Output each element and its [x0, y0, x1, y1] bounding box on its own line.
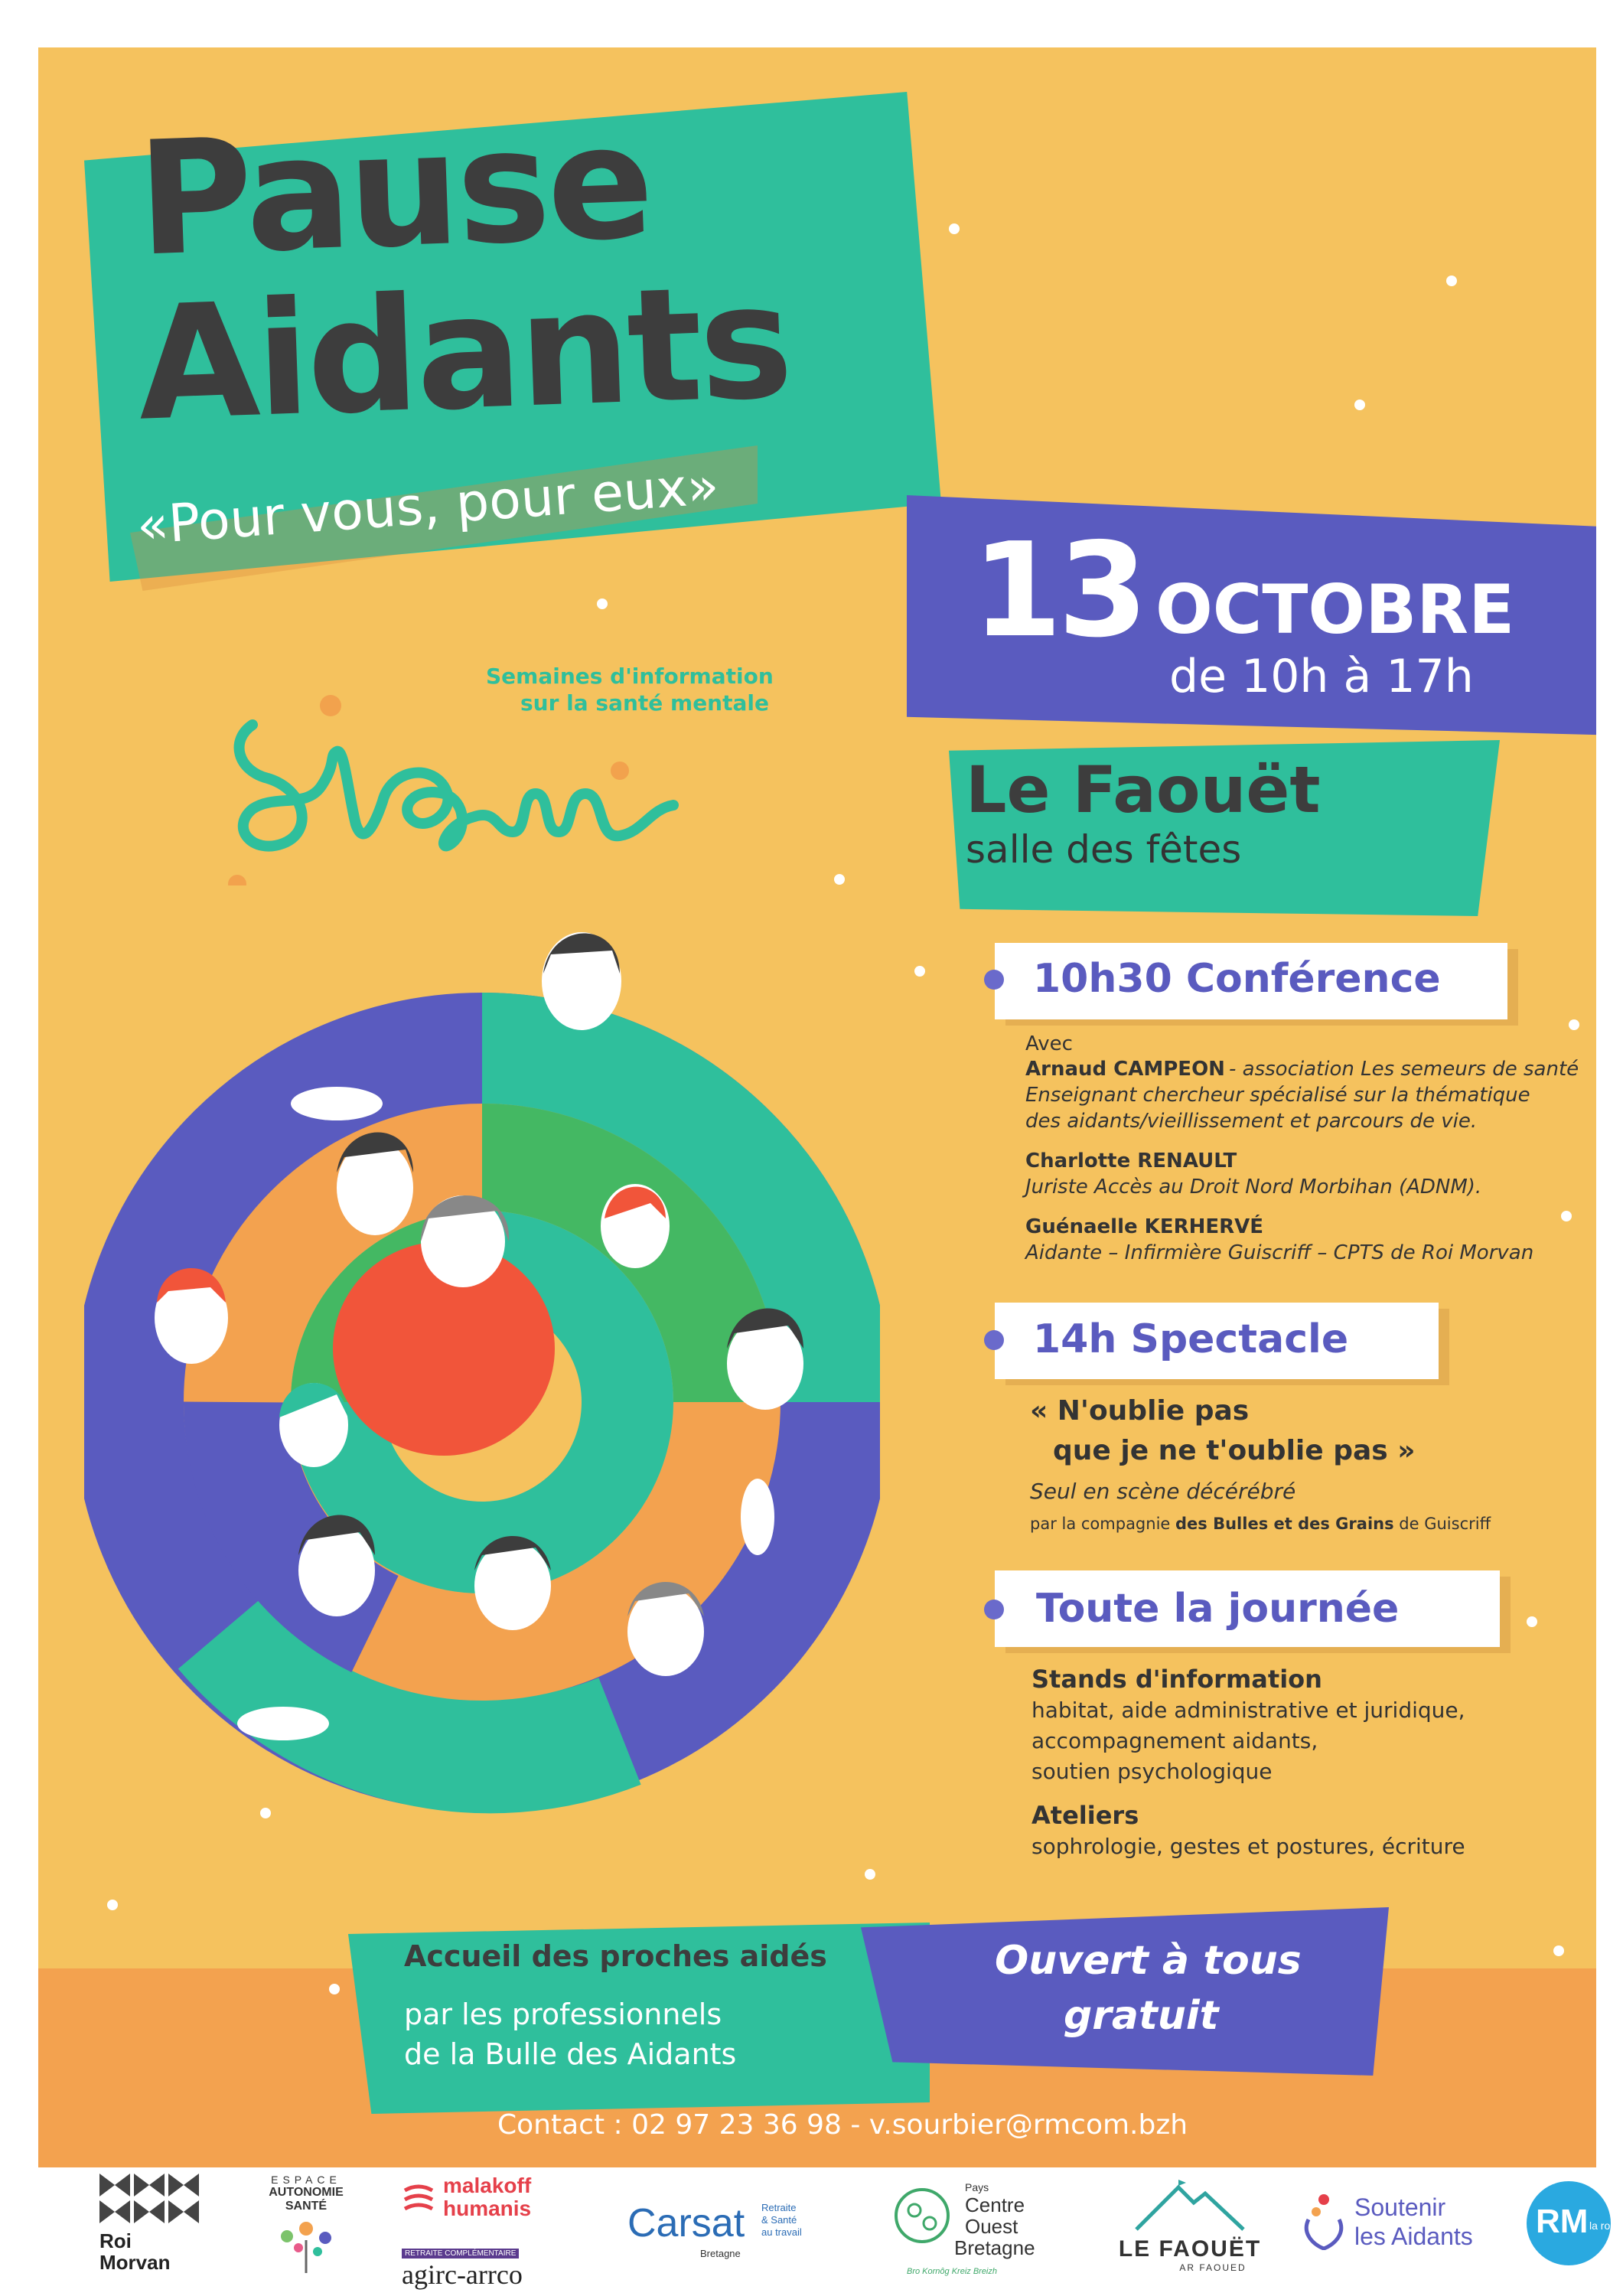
- stands-line2: accompagnement aidants,: [1031, 1728, 1318, 1753]
- logo-agirc-arrco: [402, 2244, 570, 2290]
- allday-title: Toute la journée: [1036, 1586, 1400, 1632]
- pays-line1: Pays: [965, 2181, 989, 2193]
- carsat-side2: & Santé: [761, 2214, 797, 2226]
- tagline: «Pour vous, pour eux»: [135, 455, 722, 557]
- decor-dot: [1446, 276, 1457, 286]
- accueil-line2: de la Bulle des Aidants: [404, 2037, 737, 2071]
- roi-morvan-line1: Roi: [99, 2229, 132, 2252]
- speaker2-name: Charlotte RENAULT: [1025, 1150, 1237, 1172]
- faouet-mountain-icon: [1133, 2180, 1247, 2233]
- logo-roi-morvan: [99, 2174, 207, 2296]
- people-circle-illustration: [84, 920, 880, 1823]
- pays-sub: Bro Kornôg Kreiz Breizh: [907, 2267, 997, 2276]
- agirc-tag: RETRAITE COMPLÉMENTAIRE: [402, 2249, 519, 2258]
- speaker1-desc1: Enseignant chercheur spécialisé sur la thématique: [1025, 1084, 1530, 1107]
- speaker2-desc1: Juriste Accès au Droit Nord Morbihan (ADNM).: [1025, 1176, 1482, 1199]
- decor-dot: [834, 874, 845, 885]
- carsat-sub: Bretagne: [700, 2248, 741, 2259]
- pays-line4: Bretagne: [954, 2236, 1035, 2259]
- decor-dot: [1354, 400, 1365, 410]
- spectacle-quote1: « N'oublie pas: [1030, 1395, 1250, 1427]
- logo-malakoff-humanis: [402, 2174, 570, 2227]
- title-line1: Pause: [135, 91, 654, 292]
- roi-morvan-line2: Morvan: [99, 2251, 171, 2274]
- decor-dot: [949, 223, 960, 234]
- bullet-icon: [984, 970, 1004, 990]
- ateliers-title: Ateliers: [1031, 1801, 1139, 1830]
- pays-line2: Centre: [965, 2193, 1025, 2216]
- bullet-icon: [984, 1600, 1004, 1619]
- bullet-icon: [984, 1330, 1004, 1350]
- speaker1-name: Arnaud CAMPEON: [1025, 1058, 1225, 1081]
- location-city: Le Faouët: [966, 752, 1321, 827]
- agirc-name: agirc-arrco: [402, 2259, 523, 2290]
- poster: [38, 47, 1596, 2167]
- ateliers-list: sophrologie, gestes et postures, écriture: [1031, 1834, 1465, 1859]
- espace-line2: AUTONOMIE: [269, 2186, 344, 2199]
- sism-subtitle-line2: sur la santé mentale: [520, 690, 769, 716]
- speaker1-desc2: des aidants/vieillissement et parcours de vie.: [1025, 1110, 1478, 1133]
- soutenir-heart-icon: [1301, 2189, 1347, 2250]
- ouvert-line1: Ouvert à tous: [995, 1938, 1302, 1984]
- decor-dot: [865, 1869, 875, 1880]
- contact-text: Contact : 02 97 23 36 98 - v.sourbier@rmcom.bzh: [497, 2109, 1188, 2141]
- malakoff-mark: [402, 2180, 435, 2213]
- speaker3-name: Guénaelle KERHERVÉ: [1025, 1215, 1264, 1238]
- spectacle-company: des Bulles et des Grains: [1175, 1515, 1394, 1533]
- decor-dot: [329, 1984, 340, 1994]
- accueil-line1: par les professionnels: [404, 1998, 722, 2031]
- malakoff-line2: humanis: [443, 2197, 532, 2220]
- soutenir-line2: les Aidants: [1354, 2223, 1473, 2250]
- logo-soutenir-aidants: [1301, 2189, 1515, 2265]
- spectacle-by: [1030, 1511, 1491, 1537]
- logo-carsat: [627, 2200, 826, 2277]
- ouvert-banner: [861, 1907, 1389, 2076]
- carsat-side3: au travail: [761, 2226, 802, 2238]
- soutenir-line1: Soutenir: [1354, 2193, 1446, 2221]
- decor-dot: [107, 1900, 118, 1910]
- pays-line3: Ouest: [965, 2215, 1018, 2238]
- decor-dot: [260, 1808, 271, 1818]
- decor-dot: [1561, 1211, 1572, 1221]
- carsat-side1: Retraite: [761, 2202, 797, 2213]
- malakoff-line1: malakoff: [443, 2174, 532, 2197]
- decor-dot: [1569, 1019, 1579, 1030]
- faouet-sub: AR FAOUED: [1179, 2262, 1247, 2273]
- date-month: OCTOBRE: [1155, 570, 1515, 649]
- carsat-name: Carsat: [627, 2201, 745, 2245]
- spectacle-desc: Seul en scène décérébré: [1030, 1479, 1296, 1504]
- faouet-name: LE FAOUËT: [1118, 2236, 1262, 2262]
- accueil-title: Accueil des proches aidés: [404, 1939, 827, 1973]
- rm-sub: la ro: [1589, 2219, 1611, 2232]
- espace-tree-icon: [264, 2213, 348, 2275]
- speaker1-role: - association Les semeurs de santé: [1229, 1058, 1579, 1081]
- stands-line3: soutien psychologique: [1031, 1759, 1273, 1784]
- decor-dot: [597, 598, 608, 609]
- conference-title: 10h30 Conférence: [1033, 956, 1441, 1002]
- pays-mark: [891, 2181, 953, 2250]
- location-venue: salle des fêtes: [966, 827, 1242, 872]
- spectacle-by-suffix: de Guiscriff: [1393, 1515, 1491, 1533]
- logo-espace-autonomie: [253, 2174, 360, 2288]
- logo-rm: [1527, 2181, 1623, 2265]
- conference-intro: Avec: [1025, 1032, 1073, 1055]
- spectacle-by-prefix: par la compagnie: [1030, 1515, 1176, 1533]
- logo-pays-centre-ouest: [891, 2181, 1067, 2288]
- decor-dot: [914, 966, 925, 977]
- sism-subtitle-line1: Semaines d'information: [486, 664, 774, 689]
- stands-line1: habitat, aide administrative et juridique,: [1031, 1698, 1465, 1723]
- date-day: 13: [972, 515, 1144, 667]
- espace-line1: ESPACE: [271, 2174, 341, 2186]
- spectacle-title: 14h Spectacle: [1033, 1316, 1349, 1362]
- spectacle-quote2: que je ne t'oublie pas »: [1053, 1435, 1416, 1466]
- espace-line3: SANTÉ: [285, 2200, 328, 2213]
- roi-morvan-mark: [99, 2174, 199, 2227]
- decor-dot: [1527, 1616, 1537, 1627]
- date-hours: de 10h à 17h: [1169, 650, 1474, 703]
- title-line2: Aidants: [135, 251, 793, 456]
- logo-le-faouet: [1110, 2180, 1270, 2287]
- speaker3-desc1: Aidante – Infirmière Guiscriff – CPTS de Roi Morvan: [1025, 1241, 1534, 1264]
- decor-dot: [1553, 1945, 1564, 1956]
- stands-title: Stands d'information: [1031, 1665, 1322, 1694]
- rm-text: RM: [1536, 2203, 1589, 2240]
- ouvert-line2: gratuit: [1064, 1993, 1219, 2039]
